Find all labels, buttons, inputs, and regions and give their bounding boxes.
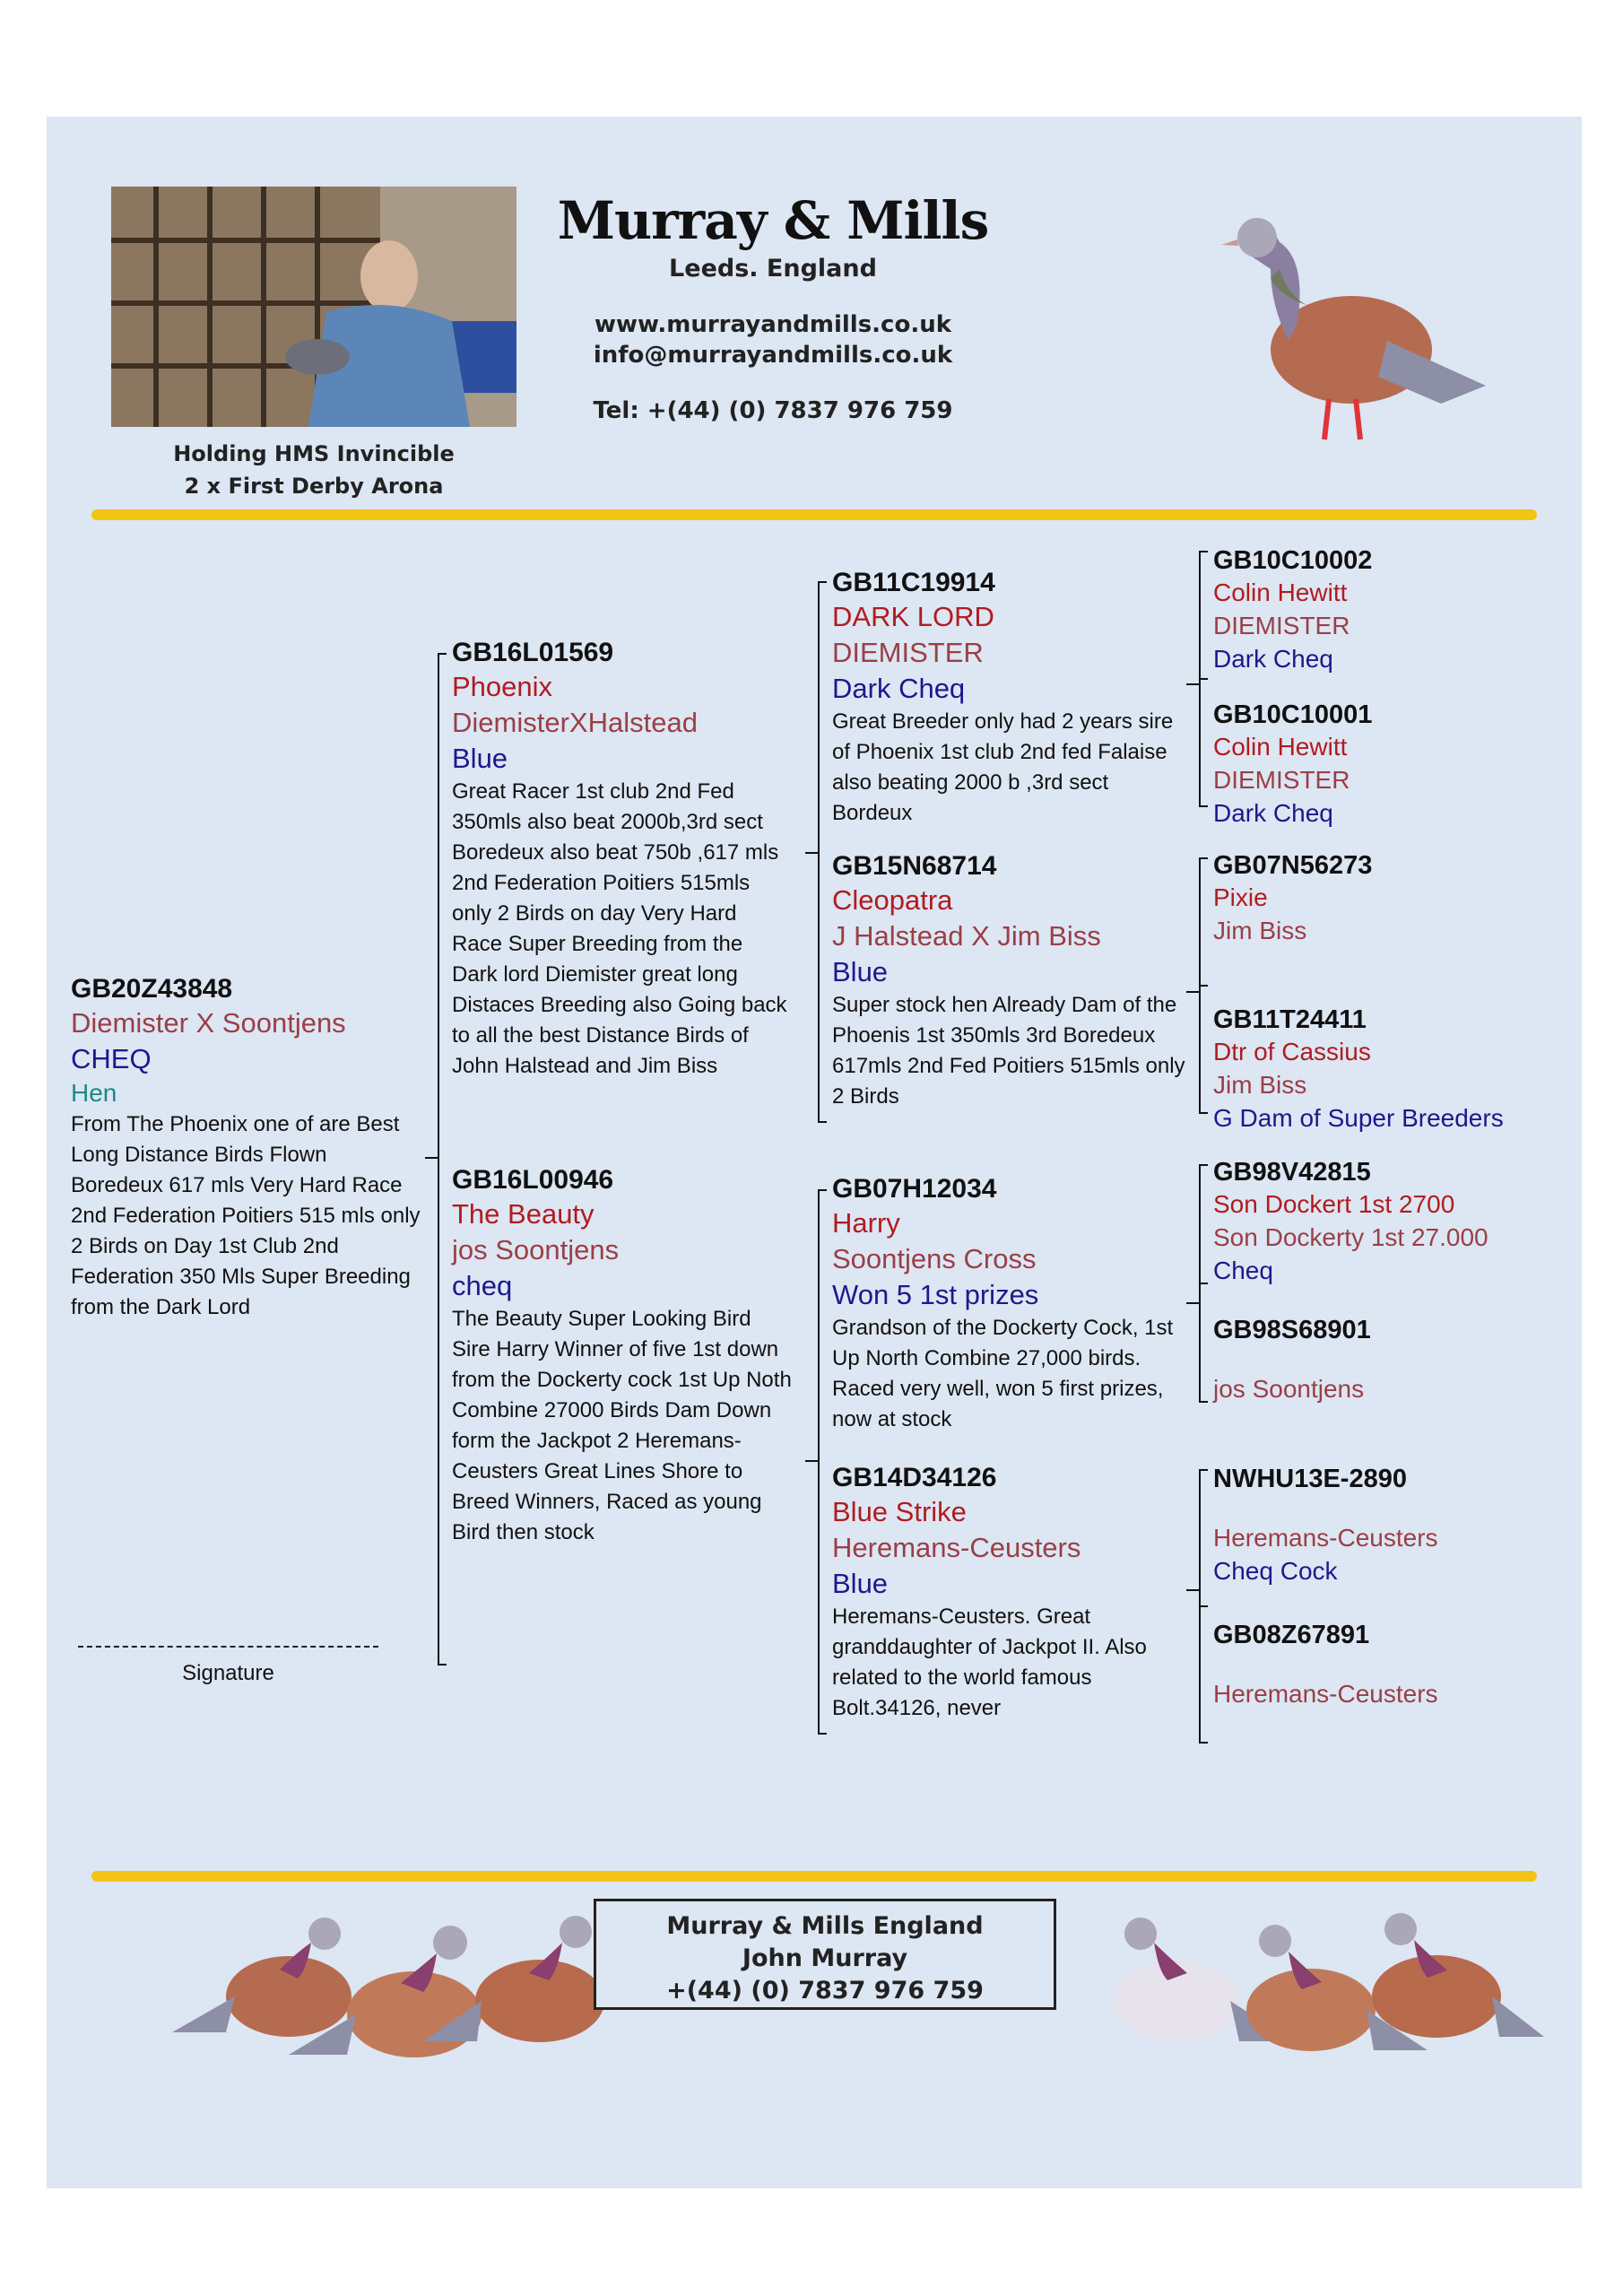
gen4-bird-4	[1213, 1004, 1572, 1135]
bird-name: Cleopatra	[832, 884, 953, 916]
bird-ring: GB20Z43848	[71, 974, 233, 1004]
bird-name: Harry	[832, 1207, 900, 1239]
bird-ring: GB07N56273	[1213, 851, 1373, 880]
sire-dam-bird	[832, 850, 1191, 1112]
bracket-gen4-4	[1199, 985, 1208, 1114]
top-divider	[91, 509, 1537, 520]
bird-ring: GB16L01569	[452, 638, 614, 667]
bird-strain: Son Dockerty 1st 27.000	[1213, 1223, 1488, 1251]
bird-strain: Soontjens Cross	[832, 1243, 1037, 1274]
bracket-dam-parents	[818, 1189, 827, 1735]
photo-caption	[111, 438, 516, 502]
bird-description: Great Breeder only had 2 years sire of Phoenix 1st club 2nd fed Falaise also beating 2000 b ,3rd sect Bordeux	[832, 709, 1174, 825]
bird-color: Dark Cheq	[1213, 799, 1333, 827]
gen4-bird-1	[1213, 545, 1572, 675]
brand-location: Leeds. England	[669, 255, 877, 283]
gen4-bird-8	[1213, 1620, 1572, 1710]
bird-strain: DiemisterXHalstead	[452, 707, 698, 738]
bird-ring: GB11T24411	[1213, 1005, 1367, 1034]
bracket-tick-dam-parents	[805, 1460, 818, 1462]
bracket-tick-gen4-b	[1186, 991, 1199, 993]
gen4-bird-6	[1213, 1315, 1572, 1405]
loft-photo	[111, 187, 516, 427]
bottom-divider	[91, 1871, 1537, 1882]
bird-name: Colin Hewitt	[1213, 733, 1348, 761]
bird-ring: GB07H12034	[832, 1174, 997, 1204]
bird-color: Cheq	[1213, 1257, 1273, 1284]
bird-color: Blue	[832, 1568, 889, 1599]
bird-color: Blue	[832, 956, 889, 987]
bracket-tick-gen4-c	[1186, 1302, 1199, 1304]
sire-bird	[452, 637, 793, 1082]
bird-strain: jos Soontjens	[1213, 1375, 1365, 1403]
pigeon-group-right	[1078, 1889, 1544, 2086]
bracket-tick-sire-parents	[805, 852, 818, 854]
bird-color: CHEQ	[71, 1043, 152, 1074]
pigeon-group-left	[172, 1889, 638, 2086]
bird-description: The Beauty Super Looking Bird Sire Harry Winner of five 1st down from the Dockerty cock 1st Up Noth Combine 27000 Birds Dam Down form the Jackpot 2 Heremans-Ceusters Great Lines Shore to Breed Winners, Raced as young Bird then stock	[452, 1307, 792, 1544]
bird-ring: NWHU13E-2890	[1213, 1465, 1407, 1493]
bird-strain: Jim Biss	[1213, 1071, 1307, 1099]
bird-description: From The Phoenix one of are Best Long Distance Birds Flown Boredeux 617 mls Very Hard Race 2nd Federation Poitiers 515 mls only 2 Birds on Day 1st Club 2nd Federation 350 Mls Super Breeding from the Dark Lord	[71, 1112, 421, 1319]
bird-description: Heremans-Ceusters. Great granddaughter of Jackpot II. Also related to the world famous Bolt.34126, never	[832, 1605, 1147, 1720]
bird-strain: J Halstead X Jim Biss	[832, 920, 1101, 952]
bird-color: Won 5 1st prizes	[832, 1279, 1039, 1310]
sire-sire-bird	[832, 567, 1191, 829]
bird-name: Blue Strike	[832, 1496, 967, 1527]
bracket-tick-level1	[425, 1157, 438, 1159]
bracket-gen4-5	[1199, 1164, 1208, 1284]
bird-ring: GB14D34126	[832, 1463, 997, 1492]
pedigree-sheet	[47, 117, 1582, 2188]
gen4-bird-3	[1213, 850, 1572, 947]
bird-ring: GB15N68714	[832, 851, 997, 881]
bird-strain: Jim Biss	[1213, 917, 1307, 944]
signature-label: Signature	[182, 1661, 274, 1685]
website-link[interactable]: www.murrayandmills.co.uk	[594, 311, 951, 338]
bird-name: Son Dockert 1st 2700	[1213, 1190, 1455, 1218]
dam-sire-bird	[832, 1173, 1191, 1435]
caption-line-1: Holding HMS Invincible	[173, 441, 455, 466]
bird-name: Phoenix	[452, 671, 553, 702]
bracket-tick-gen4-a	[1186, 683, 1199, 685]
bird-ring: GB10C10001	[1213, 700, 1373, 729]
brand-title: Murray & Mills	[557, 190, 989, 251]
gen4-bird-7	[1213, 1464, 1572, 1587]
bracket-level1	[438, 653, 447, 1665]
footer-line-3: +(44) (0) 7837 976 759	[666, 1977, 984, 2005]
bird-description: Grandson of the Dockerty Cock, 1st Up North Combine 27,000 birds. Raced very well, won 5 first prizes, now at stock	[832, 1316, 1174, 1431]
bird-strain: jos Soontjens	[452, 1234, 620, 1265]
bracket-tick-gen4-d	[1186, 1589, 1199, 1591]
bird-name: Colin Hewitt	[1213, 578, 1348, 606]
bird-description: Great Racer 1st club 2nd Fed 350mls also beat 2000b,3rd sect Boredeux also beat 750b ,617 mls 2nd Federation Poitiers 515mls only 2 Birds on day Very Hard Race Super Breeding from the Dark lord Diemister great long Distaces Breeding also Going back to all the best Distance Birds of John Halstead and Jim Biss	[452, 779, 787, 1078]
telephone: Tel: +(44) (0) 7837 976 759	[593, 397, 953, 424]
email-link[interactable]: info@murrayandmills.co.uk	[593, 342, 953, 369]
bracket-gen4-1	[1199, 551, 1208, 680]
bird-ring: GB98S68901	[1213, 1316, 1371, 1344]
footer-line-2: John Murray	[742, 1944, 908, 1972]
bird-name: The Beauty	[452, 1198, 595, 1230]
signature-line	[78, 1646, 378, 1648]
brand-block	[549, 190, 997, 424]
bird-color: G Dam of Super Breeders	[1213, 1104, 1504, 1132]
footer-line-1: Murray & Mills England	[666, 1912, 984, 1940]
bird-strain: Heremans-Ceusters	[1213, 1680, 1438, 1708]
bird-color: Blue	[452, 743, 508, 774]
bird-strain: DIEMISTER	[1213, 766, 1350, 794]
caption-line-2: 2 x First Derby Arona	[184, 474, 444, 499]
bird-description: Super stock hen Already Dam of the Phoenis 1st 350mls 3rd Boredeux 617mls 2nd Fed Poitiers 515mls only 2 Birds	[832, 993, 1185, 1109]
gen4-bird-5	[1213, 1157, 1572, 1287]
bracket-gen4-7	[1199, 1469, 1208, 1607]
bird-strain: Diemister X Soontjens	[71, 1007, 346, 1039]
bird-name: Pixie	[1213, 883, 1268, 911]
bird-ring: GB11C19914	[832, 568, 995, 597]
bird-strain: Heremans-Ceusters	[1213, 1524, 1438, 1552]
bird-strain: DIEMISTER	[1213, 612, 1350, 639]
bird-ring: GB16L00946	[452, 1165, 614, 1195]
bird-strain: DIEMISTER	[832, 637, 984, 668]
bracket-gen4-6	[1199, 1283, 1208, 1403]
bracket-gen4-8	[1199, 1605, 1208, 1744]
footer-contact-box	[594, 1899, 1056, 2010]
bird-strain: Heremans-Ceusters	[832, 1532, 1081, 1563]
subject-bird	[71, 973, 421, 1323]
bird-sex: Hen	[71, 1079, 117, 1107]
bird-color: Cheq Cock	[1213, 1557, 1338, 1585]
bird-ring: GB10C10002	[1213, 546, 1373, 575]
bracket-gen4-3	[1199, 857, 1208, 987]
bird-color: Dark Cheq	[1213, 645, 1333, 673]
bird-name: Dtr of Cassius	[1213, 1038, 1371, 1065]
bracket-sire-parents	[818, 581, 827, 1123]
bird-ring: GB08Z67891	[1213, 1621, 1370, 1649]
dam-bird	[452, 1164, 793, 1548]
dam-dam-bird	[832, 1462, 1191, 1724]
bracket-gen4-2	[1199, 678, 1208, 807]
gen4-bird-2	[1213, 700, 1572, 830]
bird-color: Dark Cheq	[832, 673, 966, 704]
bird-color: cheq	[452, 1270, 513, 1301]
bird-ring: GB98V42815	[1213, 1158, 1371, 1187]
bird-name: DARK LORD	[832, 601, 994, 632]
pigeon-illustration	[1172, 188, 1513, 457]
